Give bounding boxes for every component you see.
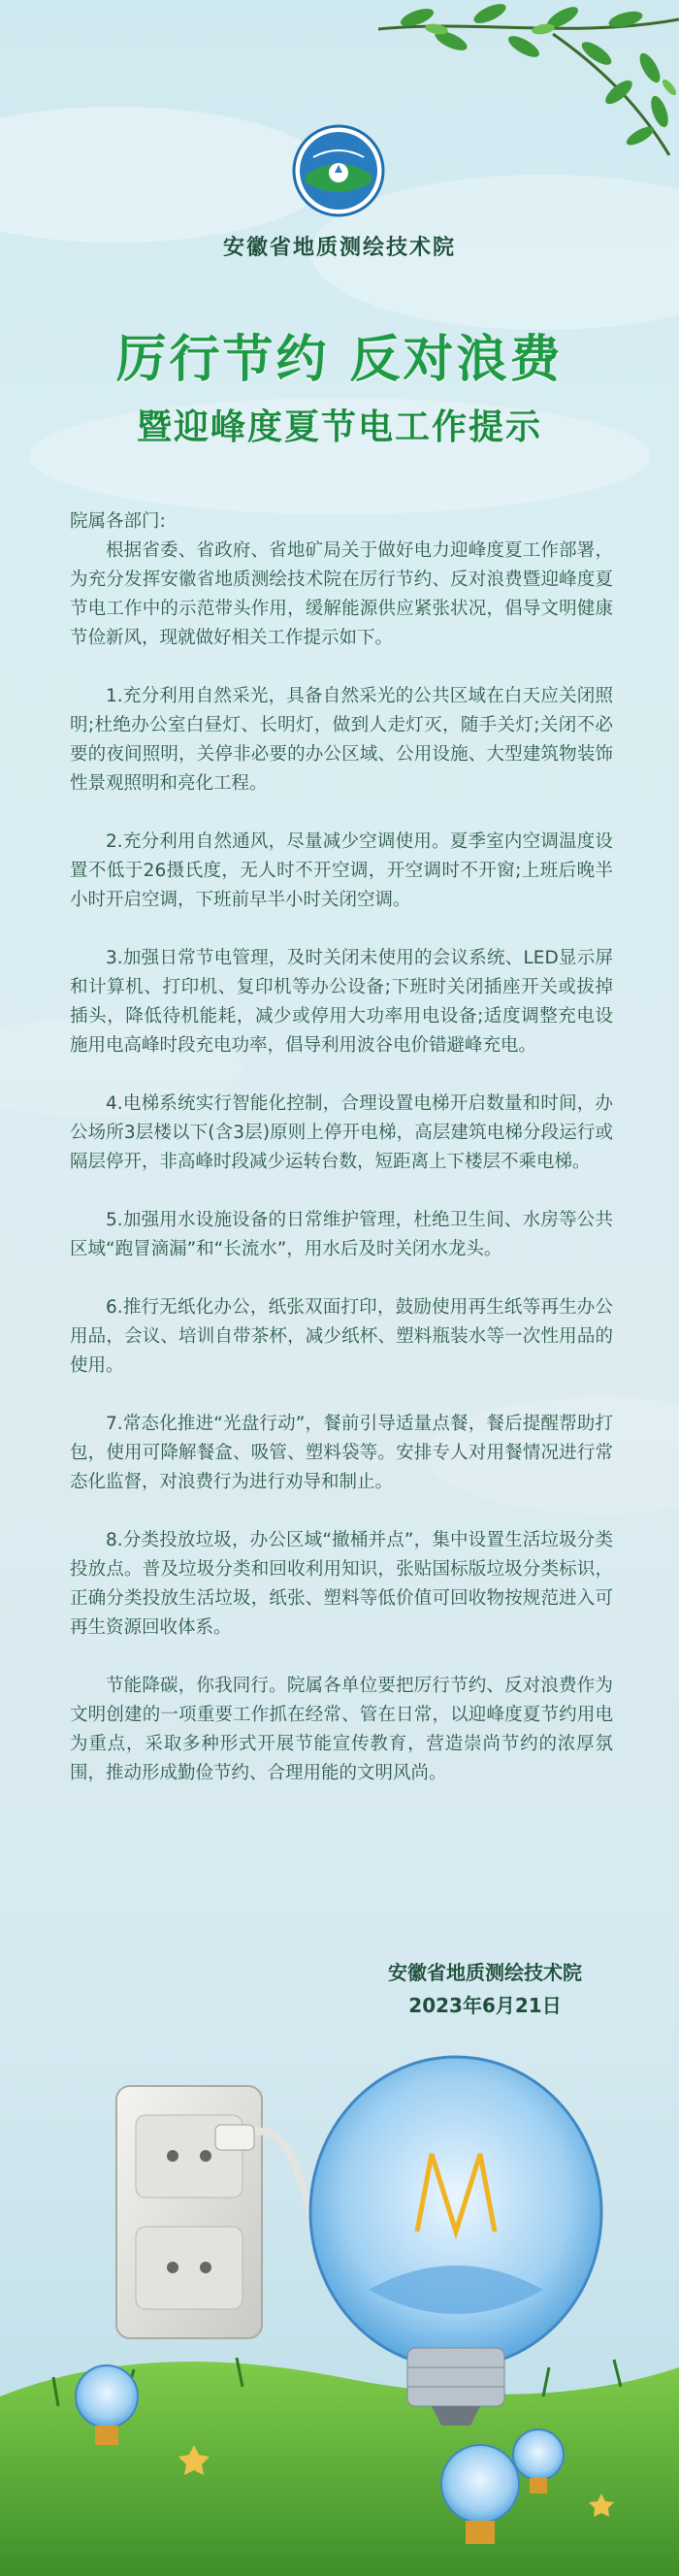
energy-saving-illustration (0, 1989, 679, 2576)
letter-item: 5.加强用水设施设备的日常维护管理，杜绝卫生间、水房等公共区域“跑冒滴漏”和“长流水”，用水后及时关闭水龙头。 (70, 1210, 613, 1259)
org-name: 安徽省地质测绘技术院 (222, 236, 456, 260)
letter-item: 4.电梯系统实行智能化控制，合理设置电梯开启数量和时间，办公场所3层楼以下(含3层)原则上停开电梯，高层建筑电梯分段运行或隔层停开，非高峰时段减少运转台数，短距离上下楼层不乘电梯。 (70, 1093, 613, 1172)
signature-org: 安徽省地质测绘技术院 (388, 1961, 582, 1984)
letter-item: 6.推行无纸化办公，纸张双面打印，鼓励使用再生纸等再生办公用品，会议、培训自带茶杯，减少纸杯、塑料瓶装水等一次性用品的使用。 (70, 1297, 613, 1376)
letter-item: 3.加强日常节电管理，及时关闭未使用的会议系统、LED显示屏和计算机、打印机、复印机等办公设备;下班时关闭插座开关或拔掉插头，降低待机能耗，减少或停用大功率用电设备;适度调整充电设施用电高峰时段充电功率，倡导利用波谷电价错避峰充电。 (70, 948, 613, 1056)
leaves-decoration (359, 0, 679, 165)
header (0, 0, 679, 505)
light-bulb-icon (310, 2057, 601, 2426)
page-title: 厉行节约 反对浪费 (115, 331, 564, 389)
letter-body (70, 507, 613, 1788)
institute-logo (292, 124, 385, 217)
letter-item: 1.充分利用自然采光，具备自然采光的公共区域在白天应关闭照明;杜绝办公室白昼灯、长明灯，做到人走灯灭，随手关灯;关闭不必要的夜间照明，关停非必要的办公区域、公用设施、大型建筑物装饰性景观照明和亮化工程。 (70, 686, 613, 794)
letter-closing: 节能降碳，你我同行。院属各单位要把厉行节约、反对浪费作为文明创建的一项重要工作抓在经常、管在日常，以迎峰度夏节约用电为重点，采取多种形式开展节能宣传教育，营造崇尚节约的浓厚氛围，推动形成勤俭节约、合理用能的文明风尚。 (70, 1676, 613, 1783)
signature-date: 2023年6月21日 (408, 1994, 562, 2017)
letter-item: 7.常态化推进“光盘行动”，餐前引导适量点餐，餐后提醒帮助打包，使用可降解餐盒、吸管、塑料袋等。安排专人对用餐情况进行常态化监督，对浪费行为进行劝导和制止。 (70, 1414, 613, 1492)
letter-item: 8.分类投放垃圾，办公区域“撤桶并点”，集中设置生活垃圾分类投放点。普及垃圾分类和回收利用知识，张贴国标版垃圾分类标识，正确分类投放生活垃圾，纸张、塑料等低价值可回收物按规范进入可再生资源回收体系。 (70, 1530, 613, 1638)
letter-item: 2.充分利用自然通风，尽量减少空调使用。夏季室内空调温度设置不低于26摄氏度，无人时不开空调，开空调时不开窗;上班后晚半小时开启空调，下班前早半小时关闭空调。 (70, 831, 613, 910)
page-subtitle: 暨迎峰度夏节电工作提示 (136, 408, 542, 447)
letter-greeting: 院属各部门: (70, 511, 166, 532)
letter-intro: 根据省委、省政府、省地矿局关于做好电力迎峰度夏工作部署，为充分发挥安徽省地质测绘技术院在厉行节约、反对浪费暨迎峰度夏节电工作中的示范带头作用，缓解能源供应紧张状况，倡导文明健康节俭新风，现就做好相关工作提示如下。 (70, 540, 613, 648)
power-socket-icon (116, 2086, 262, 2338)
